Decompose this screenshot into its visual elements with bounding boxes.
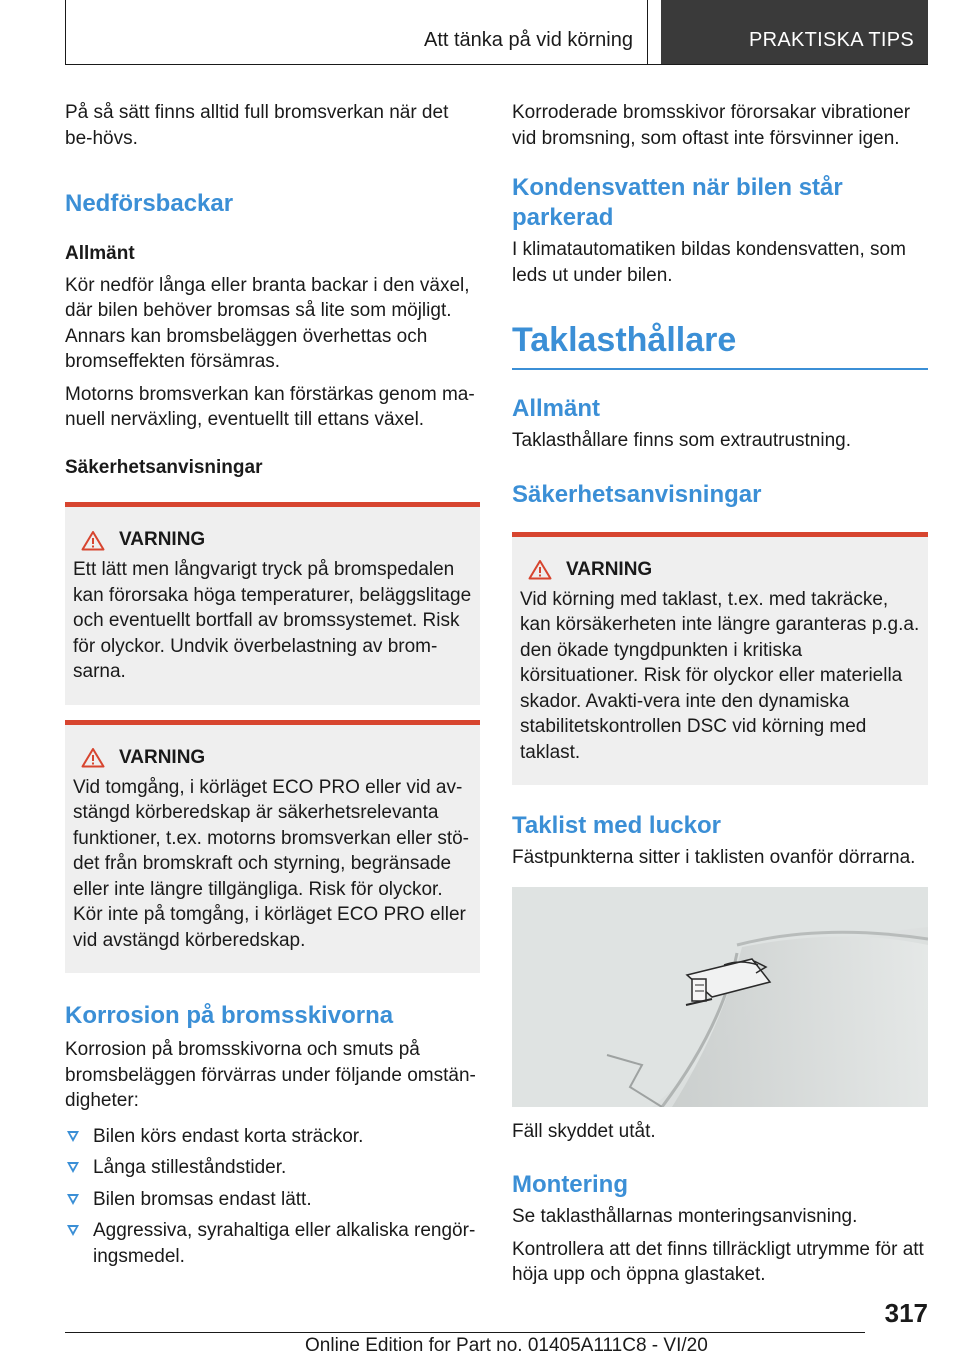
- roof-rail-photo: [512, 887, 928, 1107]
- warning-text: Vid körning med taklast, t.ex. med takräcke, kan körsäkerheten inte längre garanteras p.g.a. den ökade tyngdpunkten i kritiska körsituationer. Risk för olyckor eller materiella skador. Avakti-vera inte den dynamiska stabilitetskontrollen DSC vid körning med taklast.: [520, 588, 920, 763]
- warning-text: Vid tomgång, i körläget ECO PRO eller vid av-stängd körberedskap är säkerhetsrelevanta funktioner, t.ex. motorns bromsverkan eller stö-det från bromskraft och styrning, begränsade eller inte längre tillgängliga. Risk för olyckor. Kör inte på tomgång, i körläget ECO PRO eller vid avstängd körberedskap.: [73, 776, 469, 951]
- heading-kondensvatten: Kondensvatten när bilen står parkerad: [512, 174, 843, 231]
- list-item: Aggressiva, syrahaltiga eller alkaliska rengör-ingsmedel.: [65, 1218, 480, 1269]
- header-rule: [65, 64, 928, 65]
- bullet-triangle-icon: [67, 1225, 79, 1236]
- list-item: Bilen bromsas endast lätt.: [65, 1187, 480, 1213]
- warning-box: [512, 532, 928, 786]
- bullet-triangle-icon: [67, 1162, 79, 1173]
- bullet-triangle-icon: [67, 1131, 79, 1142]
- warning-triangle-icon: [81, 747, 105, 768]
- warning-triangle-icon: [528, 559, 552, 580]
- warning-title: VARNING: [119, 529, 206, 550]
- right-column: [512, 100, 928, 1288]
- heading-sakerhetsanvisningar: Säkerhetsanvisningar: [512, 480, 762, 508]
- subheading-sakerhet: Säkerhetsanvisningar: [65, 456, 263, 478]
- chapter-title: PRAKTISKA TIPS: [748, 29, 914, 51]
- heading-montering: Montering: [512, 1171, 628, 1198]
- heading-allmant: Allmänt: [512, 395, 601, 422]
- paragraph: Kontrollera att det finns tillräckligt utrymme för att höja upp och öppna glastaket.: [512, 1238, 924, 1285]
- paragraph: Taklasthållare finns som extrautrustning.: [512, 430, 851, 451]
- paragraph: I klimatautomatiken bildas kondensvatten, som leds ut under bilen.: [512, 239, 906, 286]
- header-section-tab: [65, 0, 648, 64]
- title-underline: [512, 368, 928, 370]
- intro-paragraph: På så sätt finns alltid full bromsverkan när det be-hövs.: [65, 102, 449, 149]
- warning-title: VARNING: [566, 558, 653, 580]
- bullet-triangle-icon: [67, 1194, 79, 1205]
- paragraph: Fästpunkterna sitter i taklisten ovanför dörrarna.: [512, 847, 916, 868]
- bullet-list: [65, 1124, 480, 1270]
- subheading-allmant: Allmänt: [65, 243, 135, 264]
- paragraph: Korrosion på bromsskivorna och smuts på bromsbeläggen förvärras under följande omstän-digheter:: [65, 1039, 476, 1111]
- image-caption: Fäll skyddet utåt.: [512, 1120, 656, 1142]
- section-title: Att tänka på vid körning: [423, 29, 633, 51]
- list-item: Långa stilleståndstider.: [65, 1155, 480, 1181]
- page-section-title: Taklasthållare: [512, 321, 737, 359]
- page-number: 317: [884, 1298, 928, 1328]
- warning-box: [65, 502, 480, 705]
- footer-edition: Online Edition for Part no. 01405A111C8 - VI/20: [305, 1335, 708, 1356]
- warning-title: VARNING: [119, 746, 206, 768]
- list-item: Bilen körs endast korta sträckor.: [65, 1124, 480, 1150]
- warning-text: Ett lätt men långvarigt tryck på bromspedalen kan förorsaka höga temperaturer, beläggslitage och eventuellt bortfall av bromssystemet. Risk för olyckor. Undvik överbelastning av brom-sarna.: [73, 559, 472, 682]
- left-column: [65, 100, 480, 1269]
- paragraph: Kör nedför långa eller branta backar i den växel, där bilen behöver bromsas så lite som möjligt. Annars kan bromsbeläggen överhettas och bromseffekten försämras.: [65, 274, 470, 372]
- warning-box: [65, 720, 480, 974]
- heading-korrosion: Korrosion på bromsskivorna: [65, 1002, 394, 1029]
- paragraph: Korroderade bromsskivor förorsakar vibrationer vid bromsning, som oftast inte försvinner igen.: [512, 102, 911, 149]
- heading-nedforsbackar: Nedförsbackar: [65, 190, 234, 217]
- heading-taklist: Taklist med luckor: [512, 812, 721, 839]
- header-chapter-tab: [661, 0, 928, 64]
- paragraph: Motorns bromsverkan kan förstärkas genom ma-nuell nerväxling, eventuellt till ettans växel.: [65, 383, 475, 430]
- paragraph: Se taklasthållarnas monteringsanvisning.: [512, 1206, 858, 1227]
- footer-rule: [65, 1332, 865, 1333]
- warning-triangle-icon: [81, 530, 105, 551]
